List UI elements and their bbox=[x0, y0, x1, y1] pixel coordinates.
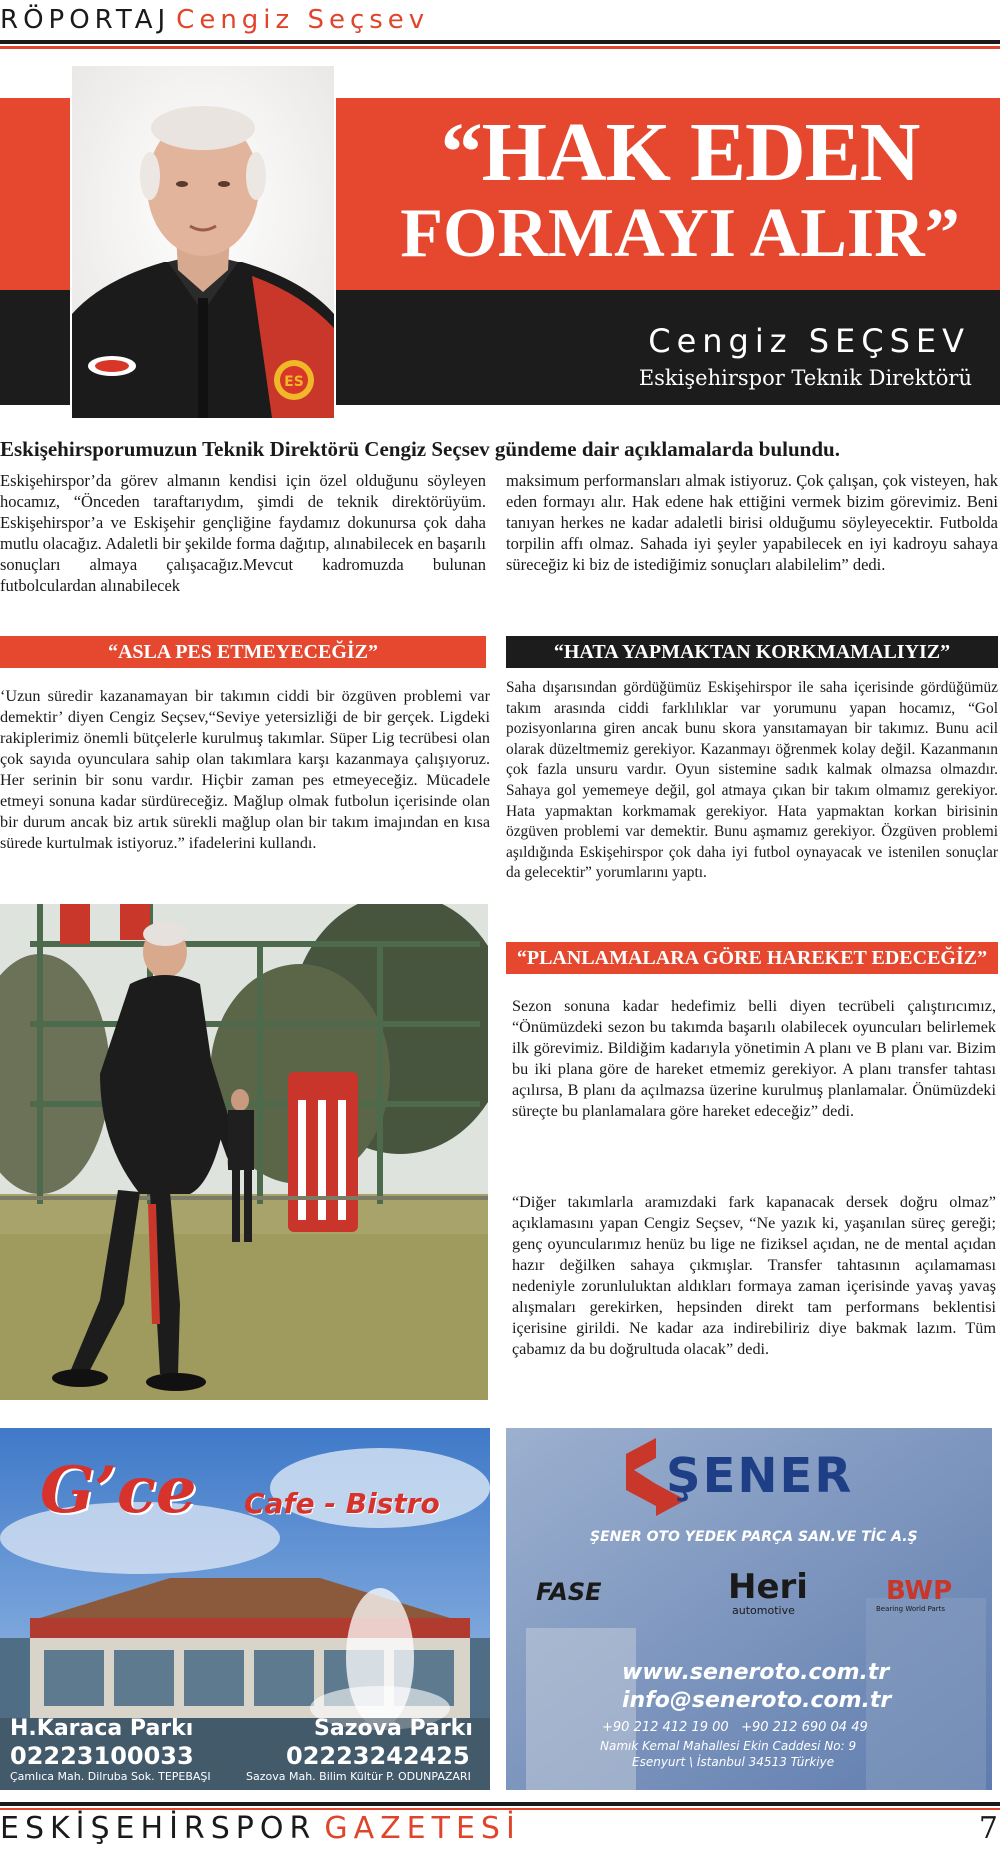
training-photo bbox=[0, 904, 488, 1400]
header-rule-accent bbox=[0, 46, 1000, 49]
section-subject: Cengiz Seçsev bbox=[176, 5, 430, 35]
footer-rule bbox=[0, 1802, 1000, 1806]
gce-location-2-phone: 02223242425 bbox=[286, 1742, 470, 1770]
gce-location-1-address: Çamlıca Mah. Dilruba Sok. TEPEBAŞI bbox=[10, 1770, 211, 1783]
section-body-hata: Saha dışarısından gördüğümüz Eskişehirspor ile saha içerisinde gördüğümüz takım arasında ciddi farklılıklar var yorumunu yapan hocamız, “Gol pozisyonlarına giren ancak bunu skora yansıtamayan bir takımız. Bunu acil olarak düzeltmemiz gerekiyor. Kazanmayı öğrenmek kolay değil. Kazanmanın çok fazla unsuru vardır. Oyun sistemine sadık kalmak olmazsa olmazdır. Sahaya gol yememeye değil, gol atmaya çıkan bir takım olmamız gerekiyor. Hata yapmaktan korkmamak gerekiyor. Hata yapmaktan korkan birisinin özgüven problemi var demektir. Bunu aşmamız gerekiyor. Özgüven problemi aşıldığında Eskişehirspor çok daha iyi futbol oynayacak ve istenilen sonuçlar da gelecektir” yorumlarını yaptı. bbox=[506, 679, 998, 882]
newspaper-name bbox=[0, 1810, 521, 1848]
sener-address-line-2: Esenyurt \ İstanbul 34513 Türkiye bbox=[632, 1755, 835, 1769]
advertisement-sener-oto bbox=[506, 1428, 992, 1790]
sener-website: www.seneroto.com.tr bbox=[622, 1660, 890, 1685]
headline-line-1: “HAK EDEN bbox=[440, 106, 920, 199]
sener-company: ŞENER OTO YEDEK PARÇA SAN.VE TİC A.Ş bbox=[590, 1529, 918, 1545]
bwp-logo: BWP bbox=[886, 1576, 953, 1606]
lead-column-left: Eskişehirspor’da görev almanın kendisi için özel olduğunu söyleyen hocamız, “Önceden taraftarıydım, şimdi de teknik direktörüyüm. Eskişehirspor’a ve Eskişehir gençliğine faydamız dokunursa çok daha mutlu olacağız. Adaletli bir şekilde forma dağıtıp, alınabilecek en başarılı sonuçları almaya çalışacağız.Mevcut kadromuzda bulunan futbolculardan alınabilecek bbox=[0, 471, 486, 595]
gce-location-1-name: H.Karaca Parkı bbox=[10, 1716, 194, 1741]
fase-logo: FASE bbox=[536, 1578, 602, 1606]
sener-address-line-1: Namık Kemal Mahallesi Ekin Caddesi No: 9 bbox=[600, 1739, 857, 1753]
gce-location-2-address: Sazova Mah. Bilim Kültür P. ODUNPAZARI bbox=[246, 1770, 471, 1783]
section-label bbox=[0, 2, 429, 38]
header-rule bbox=[0, 40, 1000, 44]
section-title-asla-pes: “ASLA PES ETMEYECEĞİZ” bbox=[0, 636, 486, 668]
section-body-planlama-2: “Diğer takımlarla aramızdaki fark kapanacak dersek doğru olmaz” açıklamasını yapan Cengiz Seçsev, “Ne yazık ki, yaşanılan süreç gereği; genç oyuncularımız henüz bu lige ne fiziksel açıdan, ne de mental açıdan hazır değilken sahaya çıkmışlar. Transfer tahtasının açılamaması nedeniyle zorunluluktan aldıkları formaya zaman içerisinde yavaş yavaş alışmaları gerekirken, hepsinden direkt tam performans beklentisi içerisine girildi. Ne kadar aza indirebiliriz diye bakmak lazım. Tüm çabamız da bu doğrultuda olacak” dedi. bbox=[512, 1193, 996, 1358]
gce-location-1-phone: 02223100033 bbox=[10, 1742, 194, 1770]
gce-brand: G’ce bbox=[40, 1453, 197, 1528]
heri-logo: Heri bbox=[728, 1567, 808, 1607]
newspaper-name-main: ESKİŞEHİRSPOR bbox=[0, 1811, 317, 1846]
interviewee-role: Eskişehirspor Teknik Direktörü bbox=[638, 366, 972, 390]
heri-logo-subtitle: automotive bbox=[732, 1604, 795, 1617]
section-title-hata: “HATA YAPMAKTAN KORKMAMALIYIZ” bbox=[506, 636, 998, 668]
portrait-photo bbox=[70, 64, 336, 420]
bwp-logo-subtitle: Bearing World Parts bbox=[876, 1605, 946, 1613]
section-body-planlama-1: Sezon sonuna kadar hedefimiz belli diyen tecrübeli çalıştırıcımız, “Önümüzdeki sezon bu takımda başarılı olabilecek oyuncuları belirlemek ilk görevimiz. Bildiğim kadarıyla yönetimin A planı ve B planı var. Bizim bu iki plana göre de hareket etmemiz gerekiyor. A planı transfer tahtası açılırsa, B planı da açılmazsa üzerine kurulmuş planlamalar. Önümüzdeki süreçte bu planlamalara göre hareket edeceğiz” dedi. bbox=[512, 997, 996, 1120]
newspaper-name-accent: GAZETESİ bbox=[324, 1811, 521, 1846]
headline bbox=[400, 108, 960, 270]
sener-phones: +90 212 412 19 00 +90 212 690 04 49 bbox=[602, 1720, 868, 1735]
section-header bbox=[0, 0, 1000, 52]
section-title-planlama: “PLANLAMALARA GÖRE HAREKET EDECEĞİZ” bbox=[506, 942, 998, 974]
gce-location-2-name: Sazova Parkı bbox=[314, 1716, 473, 1741]
interviewee-name: Cengiz SEÇSEV bbox=[648, 322, 970, 360]
page-number: 7 bbox=[978, 1811, 998, 1846]
gce-subtitle: Cafe - Bistro bbox=[244, 1487, 440, 1520]
sener-email: info@seneroto.com.tr bbox=[622, 1688, 892, 1713]
headline-line-2: FORMAYI ALIR” bbox=[400, 195, 960, 272]
lead-column-right: maksimum performansları almak istiyoruz. Çok çalışan, çok visteyen, hak eden formayı alır. Hak edene hak ettiğini vermek bizim görevimiz. Beni tanıyan herkes ne kadar adaletli birisi olduğumu söyleyecektir. Futbolda torpilin affı olmaz. Sahada iyi şeyler yapabilecek en iyi kadroyu sahaya süreceğiz ki biz de istediğimiz sonuçları alabilelim” dedi. bbox=[506, 471, 998, 574]
section-body-asla-pes: ‘Uzun süredir kazanamayan bir takımın ciddi bir özgüven problemi var demektir’ diyen Cengiz Seçsev,“Seviye yetersizliği de bir gerçek. Ligdeki rakiplerimiz önemli bütçelerle kurulmuş takımlar. Süper Lig tecrübesi olan çok sayıda oyunculara sahip olan takımlara karşı kazanmaya çalışıyoruz. Her serinin bir sonu vardır. Hiçbir zaman pes etmeyeceğiz. Mücadele etmeyi sonuna kadar sürdüreceğiz. Mağlup olmak futbolun içerisinde olan bir durum ancak biz artık sürekli mağlup olan bir takım imajından en kısa sürede kurtulmak istiyoruz.” ifadelerini kullandı. bbox=[0, 687, 490, 852]
jersey-crest-text: ES bbox=[284, 374, 304, 390]
section-kicker: RÖPORTAJ bbox=[0, 5, 171, 35]
sener-brand: ŞENER bbox=[666, 1448, 854, 1504]
advertisement-gce-cafe bbox=[0, 1428, 490, 1790]
lead-title: Eskişehirsporumuzun Teknik Direktörü Cengiz Seçsev gündeme dair açıklamalarda bulundu. bbox=[0, 437, 840, 461]
